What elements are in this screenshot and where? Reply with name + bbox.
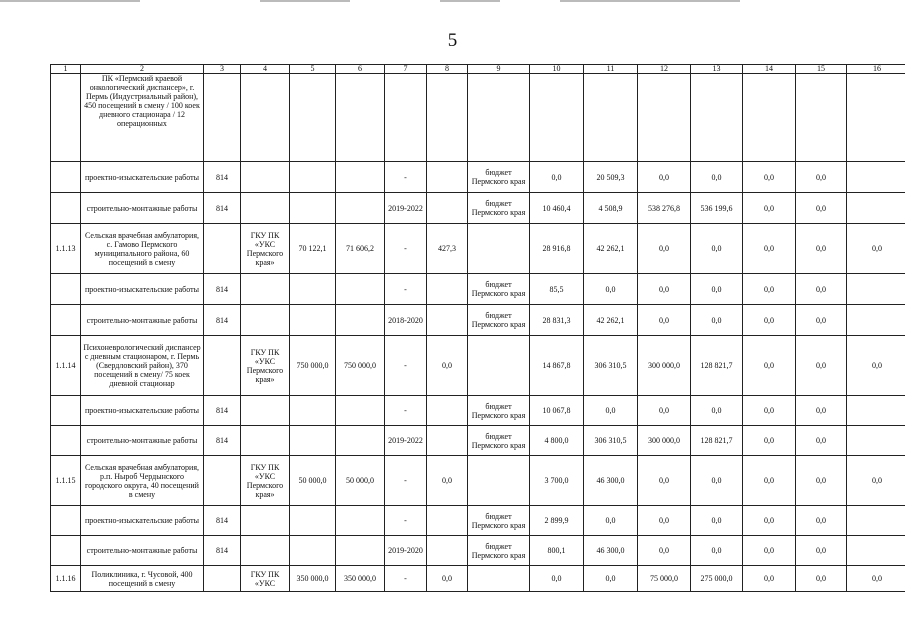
table-cell: 0,0: [584, 566, 638, 592]
table-cell: 0,0: [691, 396, 743, 426]
table-cell: [336, 305, 385, 336]
table-cell: 3 700,0: [530, 456, 584, 506]
table-cell: -: [385, 224, 427, 274]
table-row: [51, 224, 905, 274]
table-cell: 0,0: [638, 396, 691, 426]
scan-edge-line: [440, 0, 500, 2]
table-cell: 128 821,7: [691, 426, 743, 456]
table-cell: 0,0: [796, 274, 847, 305]
table-cell: [51, 162, 81, 193]
header-cell: 15: [796, 65, 847, 74]
table-cell: [290, 274, 336, 305]
table-cell: [336, 506, 385, 536]
table-cell: 0,0: [796, 224, 847, 274]
table-cell: [204, 224, 241, 274]
table-cell: 0,0: [691, 506, 743, 536]
table-cell: 0,0: [796, 566, 847, 592]
table-cell: [468, 566, 530, 592]
item-name-cell: Поликлиника, г. Чусовой, 400 посещений в смену: [81, 566, 204, 592]
header-cell: 1: [51, 65, 81, 74]
table-cell: [847, 274, 905, 305]
header-cell: 4: [241, 65, 290, 74]
table-cell: 0,0: [796, 162, 847, 193]
table-cell: 0,0: [691, 224, 743, 274]
table-cell: [51, 396, 81, 426]
table-cell: [290, 74, 336, 162]
table-cell: 814: [204, 426, 241, 456]
table-cell: 0,0: [638, 305, 691, 336]
table-cell: 750 000,0: [336, 336, 385, 396]
table-cell: 0,0: [796, 193, 847, 224]
table-cell: 0,0: [743, 396, 796, 426]
table-cell: [847, 74, 905, 162]
table-cell: 0,0: [691, 305, 743, 336]
table-cell: -: [385, 566, 427, 592]
table-row: [51, 396, 905, 426]
table-row: [51, 274, 905, 305]
table-cell: 350 000,0: [336, 566, 385, 592]
table-cell: 14 867,8: [530, 336, 584, 396]
table-cell: 1.1.14: [51, 336, 81, 396]
table-row: [51, 162, 905, 193]
table-cell: [847, 193, 905, 224]
header-cell: 12: [638, 65, 691, 74]
table-row: [51, 74, 905, 162]
table-cell: [290, 426, 336, 456]
table-cell: ГКУ ПК «УКС Пермского края»: [241, 336, 290, 396]
table-cell: 85,5: [530, 274, 584, 305]
table-cell: [241, 506, 290, 536]
header-cell: 9: [468, 65, 530, 74]
header-cell: 10: [530, 65, 584, 74]
table-cell: бюджет Пермского края: [468, 506, 530, 536]
table-cell: 0,0: [584, 274, 638, 305]
table-cell: [241, 426, 290, 456]
header-cell: 16: [847, 65, 905, 74]
table-cell: [427, 74, 468, 162]
table-cell: 42 262,1: [584, 224, 638, 274]
table-cell: 2019-2022: [385, 426, 427, 456]
table-cell: [51, 506, 81, 536]
header-cell: 8: [427, 65, 468, 74]
table-cell: 814: [204, 536, 241, 566]
table-cell: [336, 274, 385, 305]
table-cell: [847, 396, 905, 426]
table-cell: 0,0: [691, 536, 743, 566]
table-cell: [241, 162, 290, 193]
table-cell: 10 067,8: [530, 396, 584, 426]
table-cell: 0,0: [796, 536, 847, 566]
table-cell: ГКУ ПК «УКС Пермского края»: [241, 456, 290, 506]
table-cell: 350 000,0: [290, 566, 336, 592]
table-cell: [427, 305, 468, 336]
table-cell: [51, 536, 81, 566]
table-cell: 300 000,0: [638, 336, 691, 396]
table-cell: 0,0: [796, 426, 847, 456]
table-cell: [691, 74, 743, 162]
table-cell: бюджет Пермского края: [468, 396, 530, 426]
table-cell: 50 000,0: [336, 456, 385, 506]
table-cell: 814: [204, 193, 241, 224]
table-cell: 4 508,9: [584, 193, 638, 224]
table-cell: 70 122,1: [290, 224, 336, 274]
table-cell: [290, 396, 336, 426]
table-cell: [638, 74, 691, 162]
table-cell: 814: [204, 396, 241, 426]
table-cell: 300 000,0: [638, 426, 691, 456]
table-cell: [336, 396, 385, 426]
table-cell: -: [385, 274, 427, 305]
table-cell: [385, 74, 427, 162]
table-cell: -: [385, 456, 427, 506]
header-cell: 2: [81, 65, 204, 74]
table-cell: [847, 305, 905, 336]
table-cell: бюджет Пермского края: [468, 536, 530, 566]
table-cell: [468, 456, 530, 506]
table-cell: 0,0: [796, 456, 847, 506]
table-cell: 2019-2022: [385, 193, 427, 224]
table-cell: 0,0: [638, 274, 691, 305]
table-cell: 0,0: [796, 336, 847, 396]
table-cell: [204, 74, 241, 162]
table-cell: [468, 224, 530, 274]
table-cell: 42 262,1: [584, 305, 638, 336]
page-number: 5: [447, 30, 458, 51]
table-cell: 50 000,0: [290, 456, 336, 506]
item-name-cell: строительно-монтажные работы: [81, 193, 204, 224]
table-cell: [847, 506, 905, 536]
table-cell: 28 831,3: [530, 305, 584, 336]
table-cell: [336, 426, 385, 456]
table-cell: 0,0: [638, 456, 691, 506]
table-cell: [468, 336, 530, 396]
table-cell: 0,0: [796, 506, 847, 536]
table-cell: [241, 536, 290, 566]
table-cell: [584, 74, 638, 162]
table-cell: [427, 536, 468, 566]
item-name-cell: строительно-монтажные работы: [81, 536, 204, 566]
table-row: [51, 305, 905, 336]
table-cell: 800,1: [530, 536, 584, 566]
header-cell: 7: [385, 65, 427, 74]
table-cell: бюджет Пермского края: [468, 193, 530, 224]
table-cell: 0,0: [743, 274, 796, 305]
table-row: [51, 193, 905, 224]
header-row: [51, 65, 905, 74]
table-row: [51, 506, 905, 536]
table-cell: 0,0: [691, 274, 743, 305]
budget-table: [50, 64, 905, 592]
item-name-cell: проектно-изыскательские работы: [81, 162, 204, 193]
table-cell: 46 300,0: [584, 456, 638, 506]
table-cell: [530, 74, 584, 162]
table-cell: 0,0: [847, 456, 905, 506]
table-cell: 0,0: [847, 224, 905, 274]
header-cell: 13: [691, 65, 743, 74]
table-cell: 1.1.13: [51, 224, 81, 274]
scan-edge-line: [0, 0, 140, 2]
table-cell: 2018-2020: [385, 305, 427, 336]
header-cell: 6: [336, 65, 385, 74]
table-cell: [51, 426, 81, 456]
table-cell: [427, 506, 468, 536]
table-cell: 1.1.15: [51, 456, 81, 506]
table-row: [51, 336, 905, 396]
table-cell: [336, 162, 385, 193]
table-cell: 0,0: [584, 506, 638, 536]
item-name-cell: проектно-изыскательские работы: [81, 506, 204, 536]
header-cell: 14: [743, 65, 796, 74]
table-cell: [241, 74, 290, 162]
table-cell: [336, 74, 385, 162]
table-cell: -: [385, 336, 427, 396]
table-cell: 275 000,0: [691, 566, 743, 592]
table-cell: 75 000,0: [638, 566, 691, 592]
table-cell: 0,0: [638, 536, 691, 566]
table-cell: [290, 305, 336, 336]
table-cell: 0,0: [743, 224, 796, 274]
table-cell: [468, 74, 530, 162]
table-cell: 0,0: [691, 162, 743, 193]
table-cell: бюджет Пермского края: [468, 162, 530, 193]
item-name-cell: ПК «Пермский краевой онкологический диспансер», г. Пермь (Индустриальный район), 450 посещений в смену / 100 коек дневного стационара / 12 операционных: [81, 74, 204, 162]
table-cell: 0,0: [427, 566, 468, 592]
table-cell: -: [385, 162, 427, 193]
table-cell: 20 509,3: [584, 162, 638, 193]
table-cell: [204, 456, 241, 506]
table-cell: [336, 193, 385, 224]
table-cell: 0,0: [743, 506, 796, 536]
table-cell: 0,0: [796, 305, 847, 336]
table-body: [51, 65, 905, 592]
table-cell: 0,0: [427, 336, 468, 396]
table-cell: 0,0: [638, 224, 691, 274]
table-cell: 46 300,0: [584, 536, 638, 566]
table-cell: [241, 274, 290, 305]
table-cell: [290, 162, 336, 193]
table-cell: [51, 193, 81, 224]
table-row: [51, 426, 905, 456]
header-cell: 3: [204, 65, 241, 74]
header-cell: 5: [290, 65, 336, 74]
table-cell: 0,0: [847, 336, 905, 396]
table-cell: [204, 566, 241, 592]
table-cell: 0,0: [743, 305, 796, 336]
table-cell: [241, 305, 290, 336]
item-name-cell: Сельская врачебная амбулатория, с. Гамово Пермского муниципального района, 60 посещений в смену: [81, 224, 204, 274]
table-cell: [427, 426, 468, 456]
item-name-cell: Сельская врачебная амбулатория, р.п. Ныроб Чердынского городского округа, 40 посещений в смену: [81, 456, 204, 506]
table-cell: 2019-2020: [385, 536, 427, 566]
table-cell: 0,0: [530, 162, 584, 193]
table-cell: 0,0: [743, 456, 796, 506]
table-cell: 0,0: [584, 396, 638, 426]
table-cell: 1.1.16: [51, 566, 81, 592]
table-cell: [241, 396, 290, 426]
item-name-cell: строительно-монтажные работы: [81, 305, 204, 336]
table-cell: [427, 193, 468, 224]
table-cell: бюджет Пермского края: [468, 274, 530, 305]
table-cell: [51, 274, 81, 305]
table-cell: [743, 74, 796, 162]
table-cell: 0,0: [743, 162, 796, 193]
table-cell: 814: [204, 274, 241, 305]
table-cell: [51, 305, 81, 336]
table-cell: 814: [204, 162, 241, 193]
table-cell: 0,0: [847, 566, 905, 592]
table-cell: 814: [204, 506, 241, 536]
table-cell: 0,0: [743, 426, 796, 456]
table-cell: 0,0: [638, 162, 691, 193]
table-cell: 0,0: [427, 456, 468, 506]
table-cell: [427, 396, 468, 426]
table-cell: [427, 162, 468, 193]
table-row: [51, 536, 905, 566]
table-cell: ГКУ ПК «УКС Пермского края»: [241, 224, 290, 274]
table-cell: -: [385, 506, 427, 536]
table-cell: [290, 536, 336, 566]
table-cell: бюджет Пермского края: [468, 426, 530, 456]
table-cell: 0,0: [743, 566, 796, 592]
table-cell: -: [385, 396, 427, 426]
scan-edge-line: [560, 0, 740, 2]
table-cell: 28 916,8: [530, 224, 584, 274]
table-cell: [290, 506, 336, 536]
table-cell: 2 899,9: [530, 506, 584, 536]
table-cell: 4 800,0: [530, 426, 584, 456]
item-name-cell: Психоневрологический диспансер с дневным стационаром, г. Пермь (Свердловский район), 370 посещений в смену/ 75 коек дневной стационар: [81, 336, 204, 396]
table-cell: 306 310,5: [584, 426, 638, 456]
table-cell: 538 276,8: [638, 193, 691, 224]
table-cell: [847, 426, 905, 456]
item-name-cell: строительно-монтажные работы: [81, 426, 204, 456]
table-cell: 536 199,6: [691, 193, 743, 224]
item-name-cell: проектно-изыскательские работы: [81, 274, 204, 305]
table-cell: [796, 74, 847, 162]
scan-edge-line: [260, 0, 350, 2]
table-cell: [51, 74, 81, 162]
table-cell: 306 310,5: [584, 336, 638, 396]
table-cell: 814: [204, 305, 241, 336]
table-cell: 71 606,2: [336, 224, 385, 274]
table-cell: [847, 536, 905, 566]
table-cell: [427, 274, 468, 305]
table-cell: 128 821,7: [691, 336, 743, 396]
table-cell: 0,0: [691, 456, 743, 506]
table-cell: 10 460,4: [530, 193, 584, 224]
table-cell: 427,3: [427, 224, 468, 274]
table-cell: 0,0: [743, 336, 796, 396]
table-cell: 750 000,0: [290, 336, 336, 396]
table-cell: 0,0: [743, 536, 796, 566]
table-cell: 0,0: [796, 396, 847, 426]
header-cell: 11: [584, 65, 638, 74]
table-cell: [290, 193, 336, 224]
table-cell: [204, 336, 241, 396]
table-cell: [336, 536, 385, 566]
table-cell: [847, 162, 905, 193]
table-cell: 0,0: [638, 506, 691, 536]
table-cell: 0,0: [530, 566, 584, 592]
table-cell: 0,0: [743, 193, 796, 224]
table-cell: [241, 193, 290, 224]
table-cell: бюджет Пермского края: [468, 305, 530, 336]
table-row: [51, 456, 905, 506]
table-cell: ГКУ ПК «УКС: [241, 566, 290, 592]
table-row: [51, 566, 905, 592]
item-name-cell: проектно-изыскательские работы: [81, 396, 204, 426]
